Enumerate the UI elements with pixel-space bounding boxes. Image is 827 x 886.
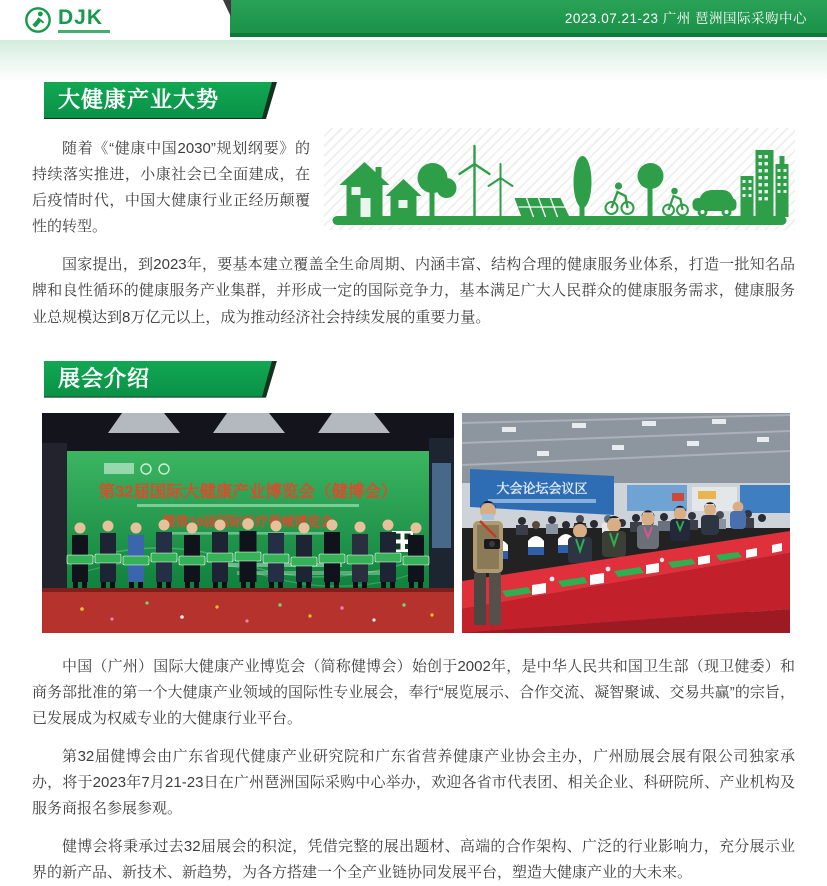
tree-icon [638, 163, 664, 217]
small-house-icon [386, 179, 422, 217]
chair-covers [492, 534, 574, 559]
page-header [0, 0, 827, 40]
intro-paragraph-2: 国家提出，到2023年，要基本建立覆盖全生命周期、内涵丰富、结构合理的健康服务业体系，打造一批知名品牌和良性循环的健康服务产业集群，并形成一定的国际竞争力，基本满足广大人民群众的健康服务需求，健康服务业总规模达到8万亿元以上，成为推动经济社会持续发展的重要力量。 [32, 256, 795, 326]
intro-paragraph-1: 随着《“健康中国2030”规划纲要》的持续落实推进，小康社会已全面建成，在后疫情时代，中国大健康行业正经历颠覆性的转型。 [32, 140, 310, 236]
header-bar [230, 0, 827, 37]
djk-runner-logo-icon [24, 6, 52, 34]
expo-paragraph-3: 健博会将秉承过去32届展会的积淀，凭借完整的展出题材、高端的合作架构、广泛的行业影响力，充分展示业界的新产品、新技术、新趋势，为各方搭建一个全产业链协同发展平台，塑造大健康产业的大未来。 [32, 838, 795, 882]
green-fade-band [0, 40, 827, 82]
cyclist-icon [663, 188, 688, 216]
tree-icon [418, 163, 457, 217]
section-title-text: 展会介绍 [58, 365, 151, 391]
forum-banner-text: 大会论坛会议区 [496, 480, 588, 496]
car-icon [693, 190, 737, 217]
section-title-expo-intro [44, 361, 277, 398]
backdrop-title-line1: 第32届国际大健康产业博览会（健博会） [98, 482, 398, 501]
expo-conference-photo [462, 413, 790, 633]
section-title-industry-trend [44, 82, 277, 119]
event-date-venue: 2023.07.21-23 广州 琶洲国际采购中心 [564, 10, 807, 26]
cyclist-icon [606, 182, 634, 214]
logo-tagline-bar [58, 30, 110, 33]
solar-panel-icon [515, 198, 570, 217]
wind-turbine-icon [460, 146, 490, 218]
building-icon [741, 150, 789, 217]
page-content [0, 82, 827, 886]
logo-text: DJK [58, 6, 104, 29]
expo-paragraph-2: 第32届健博会由广东省现代健康产业研究院和广东省营养健康产业协会主办，广州励展会展有限公司独家承办，将于2023年7月21-23日在广州琶洲国际采购中心举办，欢迎各省市代表团、相关企业、科研院所、产业机构及服务商报名参展参观。 [32, 747, 795, 818]
cypress-tree-icon [574, 156, 592, 217]
logo [0, 0, 230, 40]
ground [333, 216, 787, 225]
house-icon [340, 162, 390, 217]
expo-opening-ceremony-photo [42, 413, 454, 633]
section-title-text: 大健康产业大势 [58, 87, 220, 112]
expo-photos [42, 413, 795, 633]
eco-city-illustration [324, 128, 795, 230]
expo-paragraph-1: 中国（广州）国际大健康产业博览会（简称健博会）始创于2002年，是中华人民共和国卫生部（现卫健委）和商务部批准的第一个大健康产业领域的国际性专业展会，奉行“展览展示、合作交流、凝智聚诚、交易共赢”的宗旨，已发展成为权威专业的大健康行业平台。 [32, 657, 795, 727]
intro-row [32, 134, 795, 240]
eco-city-svg [324, 130, 795, 230]
wind-turbine-icon [489, 164, 513, 218]
